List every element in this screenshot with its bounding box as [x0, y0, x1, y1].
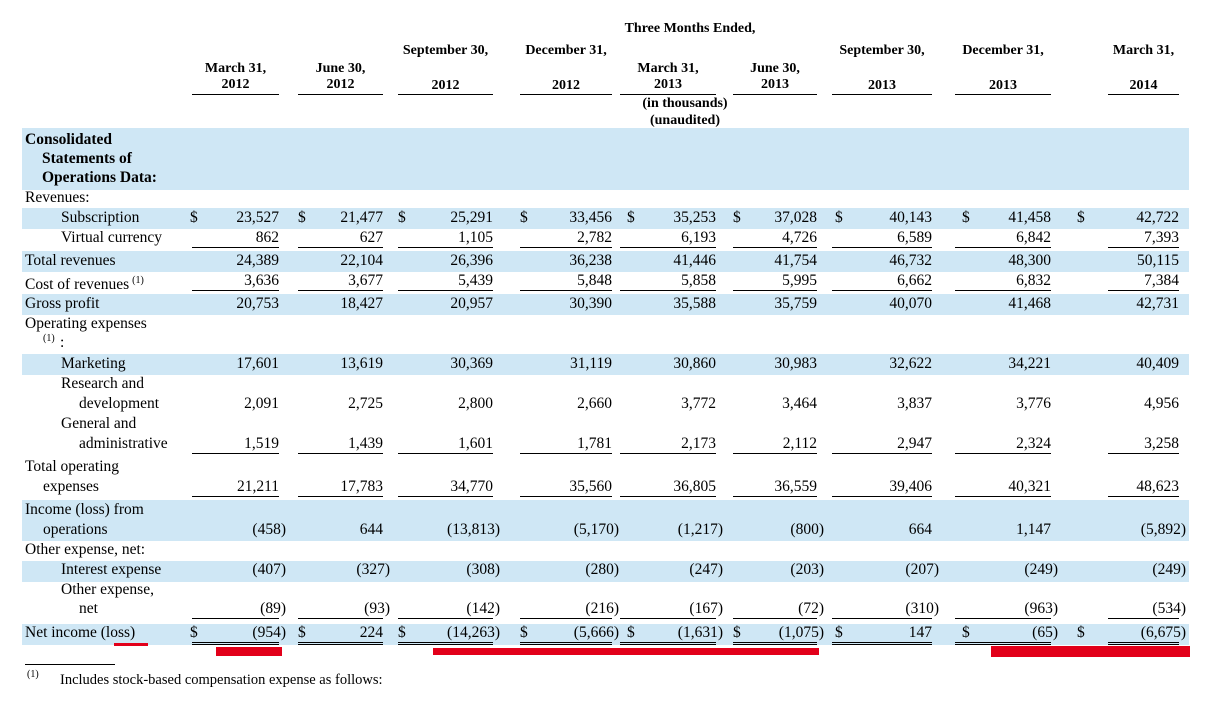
- cell-research-development-5: 3,772: [681, 395, 716, 412]
- row-label-total-operating-expenses-cont: expenses: [43, 478, 99, 495]
- cell-general-administrative-8: 2,324: [1016, 435, 1051, 452]
- underline-total-operating-expenses-2: [298, 496, 383, 497]
- currency-symbol: $: [627, 624, 635, 641]
- double-underline-net-income-loss-3: [398, 642, 493, 645]
- cell-subscription-4: 33,456: [569, 209, 612, 226]
- column-header-7-line1: September 30,: [839, 43, 925, 58]
- cell-net-income-loss-7: 147: [908, 624, 932, 641]
- currency-symbol: $: [398, 209, 406, 226]
- cell-net-income-loss-5: (1,631): [677, 624, 723, 641]
- currency-symbol: $: [962, 209, 970, 226]
- cell-general-administrative-2: 1,439: [348, 435, 383, 452]
- double-underline-net-income-loss-8: [955, 642, 1051, 645]
- row-label-interest-expense: Interest expense: [61, 561, 162, 578]
- cell-research-development-3: 2,800: [458, 395, 493, 412]
- cell-research-development-9: 4,956: [1144, 395, 1179, 412]
- cell-virtual-currency-4: 2,782: [577, 229, 612, 246]
- column-header-2-line1: June 30,: [315, 61, 366, 76]
- underline-total-operating-expenses-5: [620, 496, 716, 497]
- cell-marketing-7: 32,622: [889, 355, 932, 372]
- underline-other-expense-net-3: [398, 618, 493, 619]
- section-header-band: [22, 128, 1189, 190]
- underline-virtual-currency-6: [733, 247, 817, 248]
- cell-total-revenues-3: 26,396: [450, 252, 493, 269]
- cell-subscription-3: 25,291: [450, 209, 493, 226]
- cell-marketing-6: 30,983: [774, 355, 817, 372]
- cell-interest-expense-3: (308): [466, 561, 500, 578]
- section-title-line-2: Statements of: [42, 150, 132, 167]
- cell-total-operating-expenses-6: 36,559: [774, 478, 817, 495]
- cell-cost-of-revenues-8: 6,832: [1016, 272, 1051, 289]
- currency-symbol: $: [298, 209, 306, 226]
- column-header-rule-4: [520, 94, 612, 95]
- underline-other-expense-net-8: [955, 618, 1051, 619]
- group-title: Three Months Ended,: [624, 21, 756, 36]
- cell-income-loss-operations-2: 644: [359, 521, 383, 538]
- cell-net-income-loss-6: (1,075): [778, 624, 824, 641]
- currency-symbol: $: [520, 209, 528, 226]
- column-header-rule-1: [192, 94, 279, 95]
- underline-cost-of-revenues-4: [520, 290, 612, 291]
- section-title-line-3: Operations Data:: [42, 169, 157, 186]
- cell-other-expense-net-5: (167): [689, 600, 723, 617]
- cell-subscription-5: 35,253: [673, 209, 716, 226]
- cell-general-administrative-4: 1,781: [577, 435, 612, 452]
- row-label-research-development: Research and: [61, 375, 145, 392]
- underline-other-expense-net-5: [620, 618, 716, 619]
- highlight-mark-q1-2012: [216, 647, 282, 656]
- cell-interest-expense-5: (247): [689, 561, 723, 578]
- cell-cost-of-revenues-9: 7,384: [1144, 272, 1179, 289]
- cell-total-revenues-9: 50,115: [1136, 252, 1179, 269]
- underline-other-expense-net-6: [733, 618, 817, 619]
- row-label-subscription: Subscription: [61, 209, 140, 226]
- cell-other-expense-net-4: (216): [585, 600, 619, 617]
- column-header-4-line2: 2012: [552, 78, 580, 93]
- row-label-income-loss-operations-cont: operations: [43, 521, 108, 538]
- cell-interest-expense-1: (407): [252, 561, 286, 578]
- cell-general-administrative-7: 2,947: [897, 435, 932, 452]
- currency-symbol: $: [1077, 624, 1085, 641]
- cell-total-revenues-1: 24,389: [236, 252, 279, 269]
- currency-symbol: $: [627, 209, 635, 226]
- column-header-8-line2: 2013: [989, 78, 1017, 93]
- cell-gross-profit-9: 42,731: [1136, 295, 1179, 312]
- cell-research-development-6: 3,464: [782, 395, 817, 412]
- cell-gross-profit-8: 41,468: [1008, 295, 1051, 312]
- currency-symbol: $: [962, 624, 970, 641]
- cell-cost-of-revenues-6: 5,995: [782, 272, 817, 289]
- underline-total-operating-expenses-4: [520, 496, 612, 497]
- cell-other-expense-net-2: (93): [364, 600, 390, 617]
- column-header-1-line2: 2012: [221, 77, 250, 92]
- column-header-7-line2: 2013: [868, 78, 896, 93]
- underline-cost-of-revenues-5: [620, 290, 716, 291]
- underline-general-administrative-4: [520, 453, 612, 454]
- row-label-other-expense-net: Other expense,: [61, 581, 154, 598]
- underline-total-operating-expenses-8: [955, 496, 1051, 497]
- cell-gross-profit-3: 20,957: [450, 295, 493, 312]
- cell-net-income-loss-8: (65): [1032, 624, 1058, 641]
- cell-net-income-loss-2: 224: [359, 624, 383, 641]
- cell-net-income-loss-1: (954): [252, 624, 286, 641]
- section-title-line-1: Consolidated: [25, 131, 112, 148]
- cell-virtual-currency-6: 4,726: [782, 229, 817, 246]
- row-label-operating-expenses: Operating expenses: [25, 315, 147, 332]
- cell-gross-profit-7: 40,070: [889, 295, 932, 312]
- cell-research-development-2: 2,725: [348, 395, 383, 412]
- underline-virtual-currency-5: [620, 247, 716, 248]
- cell-research-development-7: 3,837: [897, 395, 932, 412]
- cell-general-administrative-5: 2,173: [681, 435, 716, 452]
- currency-symbol: $: [835, 209, 843, 226]
- cell-marketing-8: 34,221: [1008, 355, 1051, 372]
- cell-income-loss-operations-1: (458): [252, 521, 286, 538]
- cell-income-loss-operations-6: (800): [790, 521, 824, 538]
- cell-interest-expense-9: (249): [1152, 561, 1186, 578]
- underline-virtual-currency-9: [1108, 247, 1179, 248]
- cell-total-revenues-5: 41,446: [673, 252, 716, 269]
- column-header-6-line2: 2013: [761, 77, 789, 92]
- cell-interest-expense-6: (203): [790, 561, 824, 578]
- unaudited-note: (unaudited): [649, 113, 721, 128]
- column-header-rule-8: [955, 94, 1051, 95]
- column-header-1-line1: March 31,: [204, 61, 267, 76]
- cell-virtual-currency-5: 6,193: [681, 229, 716, 246]
- underline-general-administrative-2: [298, 453, 383, 454]
- underline-cost-of-revenues-9: [1108, 290, 1179, 291]
- cell-gross-profit-2: 18,427: [340, 295, 383, 312]
- double-underline-net-income-loss-4: [520, 642, 612, 645]
- column-header-3-line2: 2012: [431, 78, 460, 93]
- cell-research-development-4: 2,660: [577, 395, 612, 412]
- underline-total-operating-expenses-3: [398, 496, 493, 497]
- column-header-3-line1: September 30,: [402, 43, 489, 58]
- cell-other-expense-net-9: (534): [1152, 600, 1186, 617]
- double-underline-net-income-loss-5: [620, 642, 716, 645]
- footnote-rule: [25, 664, 115, 665]
- cell-total-operating-expenses-1: 21,211: [236, 478, 279, 495]
- underline-total-operating-expenses-1: [192, 496, 279, 497]
- currency-symbol: $: [520, 624, 528, 641]
- underline-cost-of-revenues-7: [832, 290, 932, 291]
- column-header-8-line1: December 31,: [962, 43, 1044, 58]
- column-header-9-line2: 2014: [1129, 78, 1158, 93]
- cell-total-operating-expenses-4: 35,560: [569, 478, 612, 495]
- column-header-5-line2: 2013: [654, 77, 682, 92]
- cell-subscription-7: 40,143: [889, 209, 932, 226]
- double-underline-net-income-loss-6: [733, 642, 817, 645]
- cell-total-operating-expenses-7: 39,406: [889, 478, 932, 495]
- cell-virtual-currency-3: 1,105: [458, 229, 493, 246]
- column-header-rule-7: [832, 94, 932, 95]
- cell-total-revenues-7: 46,732: [889, 252, 932, 269]
- cell-cost-of-revenues-4: 5,848: [577, 272, 612, 289]
- cell-virtual-currency-9: 7,393: [1144, 229, 1179, 246]
- cell-gross-profit-1: 20,753: [236, 295, 279, 312]
- underline-general-administrative-3: [398, 453, 493, 454]
- underline-total-operating-expenses-7: [832, 496, 932, 497]
- underline-cost-of-revenues-1: [192, 290, 279, 291]
- currency-symbol: $: [733, 209, 741, 226]
- cell-total-revenues-4: 36,238: [569, 252, 612, 269]
- underline-total-operating-expenses-6: [733, 496, 817, 497]
- cell-income-loss-operations-5: (1,217): [677, 521, 723, 538]
- cell-virtual-currency-8: 6,842: [1016, 229, 1051, 246]
- cell-marketing-1: 17,601: [236, 355, 279, 372]
- cell-virtual-currency-1: 862: [255, 229, 279, 246]
- cell-other-expense-net-6: (72): [798, 600, 824, 617]
- cell-virtual-currency-2: 627: [359, 229, 383, 246]
- row-label-income-loss-operations: Income (loss) from: [25, 501, 144, 518]
- cell-income-loss-operations-9: (5,892): [1140, 521, 1186, 538]
- cell-research-development-8: 3,776: [1016, 395, 1051, 412]
- footnote-marker: (1): [132, 275, 144, 286]
- cell-marketing-9: 40,409: [1136, 355, 1179, 372]
- double-underline-net-income-loss-2: [298, 642, 383, 645]
- underline-other-expense-net-1: [192, 618, 279, 619]
- underline-general-administrative-5: [620, 453, 716, 454]
- row-label-gross-profit: Gross profit: [25, 295, 100, 312]
- cell-other-expense-net-3: (142): [466, 600, 500, 617]
- cell-cost-of-revenues-3: 5,439: [458, 272, 493, 289]
- cell-other-expense-net-1: (89): [260, 600, 286, 617]
- currency-symbol: $: [835, 624, 843, 641]
- footnote-marker: (1): [27, 669, 39, 680]
- underline-general-administrative-6: [733, 453, 817, 454]
- row-label-marketing: Marketing: [61, 355, 126, 372]
- currency-symbol: $: [398, 624, 406, 641]
- cell-subscription-2: 21,477: [340, 209, 383, 226]
- row-label-total-revenues: Total revenues: [25, 252, 116, 269]
- currency-symbol: $: [1077, 209, 1085, 226]
- currency-symbol: $: [733, 624, 741, 641]
- underline-virtual-currency-3: [398, 247, 493, 248]
- row-label-general-administrative: General and: [61, 415, 137, 432]
- row-label-net-income-loss: Net income (loss): [25, 624, 136, 641]
- cell-total-operating-expenses-5: 36,805: [673, 478, 716, 495]
- underline-general-administrative-8: [955, 453, 1051, 454]
- cell-gross-profit-4: 30,390: [569, 295, 612, 312]
- cell-other-expense-net-7: (310): [905, 600, 939, 617]
- underline-total-operating-expenses-9: [1108, 496, 1179, 497]
- cell-total-revenues-6: 41,754: [774, 252, 817, 269]
- currency-symbol: $: [190, 624, 198, 641]
- cell-subscription-9: 42,722: [1136, 209, 1179, 226]
- underline-general-administrative-7: [832, 453, 932, 454]
- cell-virtual-currency-7: 6,589: [897, 229, 932, 246]
- row-label-cost-of-revenues: Cost of revenues $^{(1)}$: [25, 275, 144, 294]
- cell-interest-expense-8: (249): [1024, 561, 1058, 578]
- cell-income-loss-operations-3: (13,813): [447, 521, 500, 538]
- underline-other-expense-net-7: [832, 618, 932, 619]
- cell-subscription-1: 23,527: [236, 209, 279, 226]
- column-header-rule-3: [398, 94, 493, 95]
- cell-interest-expense-2: (327): [356, 561, 390, 578]
- cell-research-development-1: 2,091: [244, 395, 279, 412]
- underline-cost-of-revenues-2: [298, 290, 383, 291]
- cell-general-administrative-9: 3,258: [1144, 435, 1179, 452]
- cell-net-income-loss-3: (14,263): [447, 624, 500, 641]
- double-underline-net-income-loss-1: [192, 642, 279, 645]
- underline-cost-of-revenues-3: [398, 290, 493, 291]
- row-label-revenues: Revenues:: [25, 189, 90, 206]
- row-label-general-administrative-cont: administrative: [79, 435, 168, 452]
- underline-virtual-currency-1: [192, 247, 279, 248]
- cell-total-revenues-2: 22,104: [340, 252, 383, 269]
- cell-cost-of-revenues-5: 5,858: [681, 272, 716, 289]
- footnote-marker-suffix: :: [60, 334, 65, 351]
- underline-other-expense-net-9: [1108, 618, 1179, 619]
- units-note: (in thousands): [642, 96, 728, 111]
- highlight-mark-q4-2013-q1-2014: [991, 646, 1190, 657]
- column-header-9-line1: March 31,: [1112, 43, 1175, 58]
- row-label-total-operating-expenses: Total operating: [25, 458, 120, 475]
- cell-income-loss-operations-4: (5,170): [573, 521, 619, 538]
- column-header-5-line1: March 31,: [637, 61, 699, 76]
- row-label-other-expense-net-cont: net: [79, 600, 98, 617]
- column-header-rule-2: [298, 94, 383, 95]
- highlight-mark-loss: [114, 643, 148, 646]
- row-label-virtual-currency: Virtual currency: [61, 229, 163, 246]
- footnote-marker: (1): [43, 333, 55, 344]
- underline-virtual-currency-8: [955, 247, 1051, 248]
- highlight-mark-q3-2012-q2-2013: [433, 648, 819, 655]
- cell-total-revenues-8: 48,300: [1008, 252, 1051, 269]
- cell-interest-expense-4: (280): [585, 561, 619, 578]
- cell-interest-expense-7: (207): [905, 561, 939, 578]
- currency-symbol: $: [190, 209, 198, 226]
- cell-marketing-4: 31,119: [569, 355, 612, 372]
- cell-total-operating-expenses-3: 34,770: [450, 478, 493, 495]
- underline-general-administrative-1: [192, 453, 279, 454]
- cell-total-operating-expenses-8: 40,321: [1008, 478, 1051, 495]
- underline-virtual-currency-2: [298, 247, 383, 248]
- column-header-rule-9: [1108, 94, 1179, 95]
- cell-cost-of-revenues-1: 3,636: [244, 272, 279, 289]
- double-underline-net-income-loss-9: [1108, 642, 1179, 645]
- cell-subscription-6: 37,028: [774, 209, 817, 226]
- cell-total-operating-expenses-2: 17,783: [340, 478, 383, 495]
- row-label-other-expense-net-header: Other expense, net:: [25, 541, 146, 558]
- column-header-6-line1: June 30,: [750, 61, 800, 76]
- cell-income-loss-operations-8: 1,147: [1016, 521, 1051, 538]
- underline-other-expense-net-4: [520, 618, 612, 619]
- underline-cost-of-revenues-8: [955, 290, 1051, 291]
- cell-marketing-5: 30,860: [673, 355, 716, 372]
- cell-income-loss-operations-7: 664: [908, 521, 932, 538]
- cell-net-income-loss-4: (5,666): [573, 624, 619, 641]
- cell-net-income-loss-9: (6,675): [1140, 624, 1186, 641]
- underline-virtual-currency-7: [832, 247, 932, 248]
- cell-subscription-8: 41,458: [1008, 209, 1051, 226]
- cell-general-administrative-3: 1,601: [458, 435, 493, 452]
- underline-other-expense-net-2: [298, 618, 383, 619]
- column-header-2-line2: 2012: [326, 77, 355, 92]
- underline-cost-of-revenues-6: [733, 290, 817, 291]
- cell-gross-profit-6: 35,759: [774, 295, 817, 312]
- cell-other-expense-net-8: (963): [1024, 600, 1058, 617]
- cell-marketing-3: 30,369: [450, 355, 493, 372]
- cell-general-administrative-1: 1,519: [244, 435, 279, 452]
- column-header-4-line1: December 31,: [525, 43, 607, 58]
- currency-symbol: $: [298, 624, 306, 641]
- underline-general-administrative-9: [1108, 453, 1179, 454]
- underline-virtual-currency-4: [520, 247, 612, 248]
- cell-marketing-2: 13,619: [340, 355, 383, 372]
- row-label-research-development-cont: development: [79, 395, 160, 412]
- cell-gross-profit-5: 35,588: [673, 295, 716, 312]
- cell-cost-of-revenues-2: 3,677: [348, 272, 383, 289]
- cell-cost-of-revenues-7: 6,662: [897, 272, 932, 289]
- double-underline-net-income-loss-7: [832, 642, 932, 645]
- cell-total-operating-expenses-9: 48,623: [1136, 478, 1179, 495]
- footnote-text: Includes stock-based compensation expense as follows:: [60, 672, 383, 688]
- cell-general-administrative-6: 2,112: [782, 435, 817, 452]
